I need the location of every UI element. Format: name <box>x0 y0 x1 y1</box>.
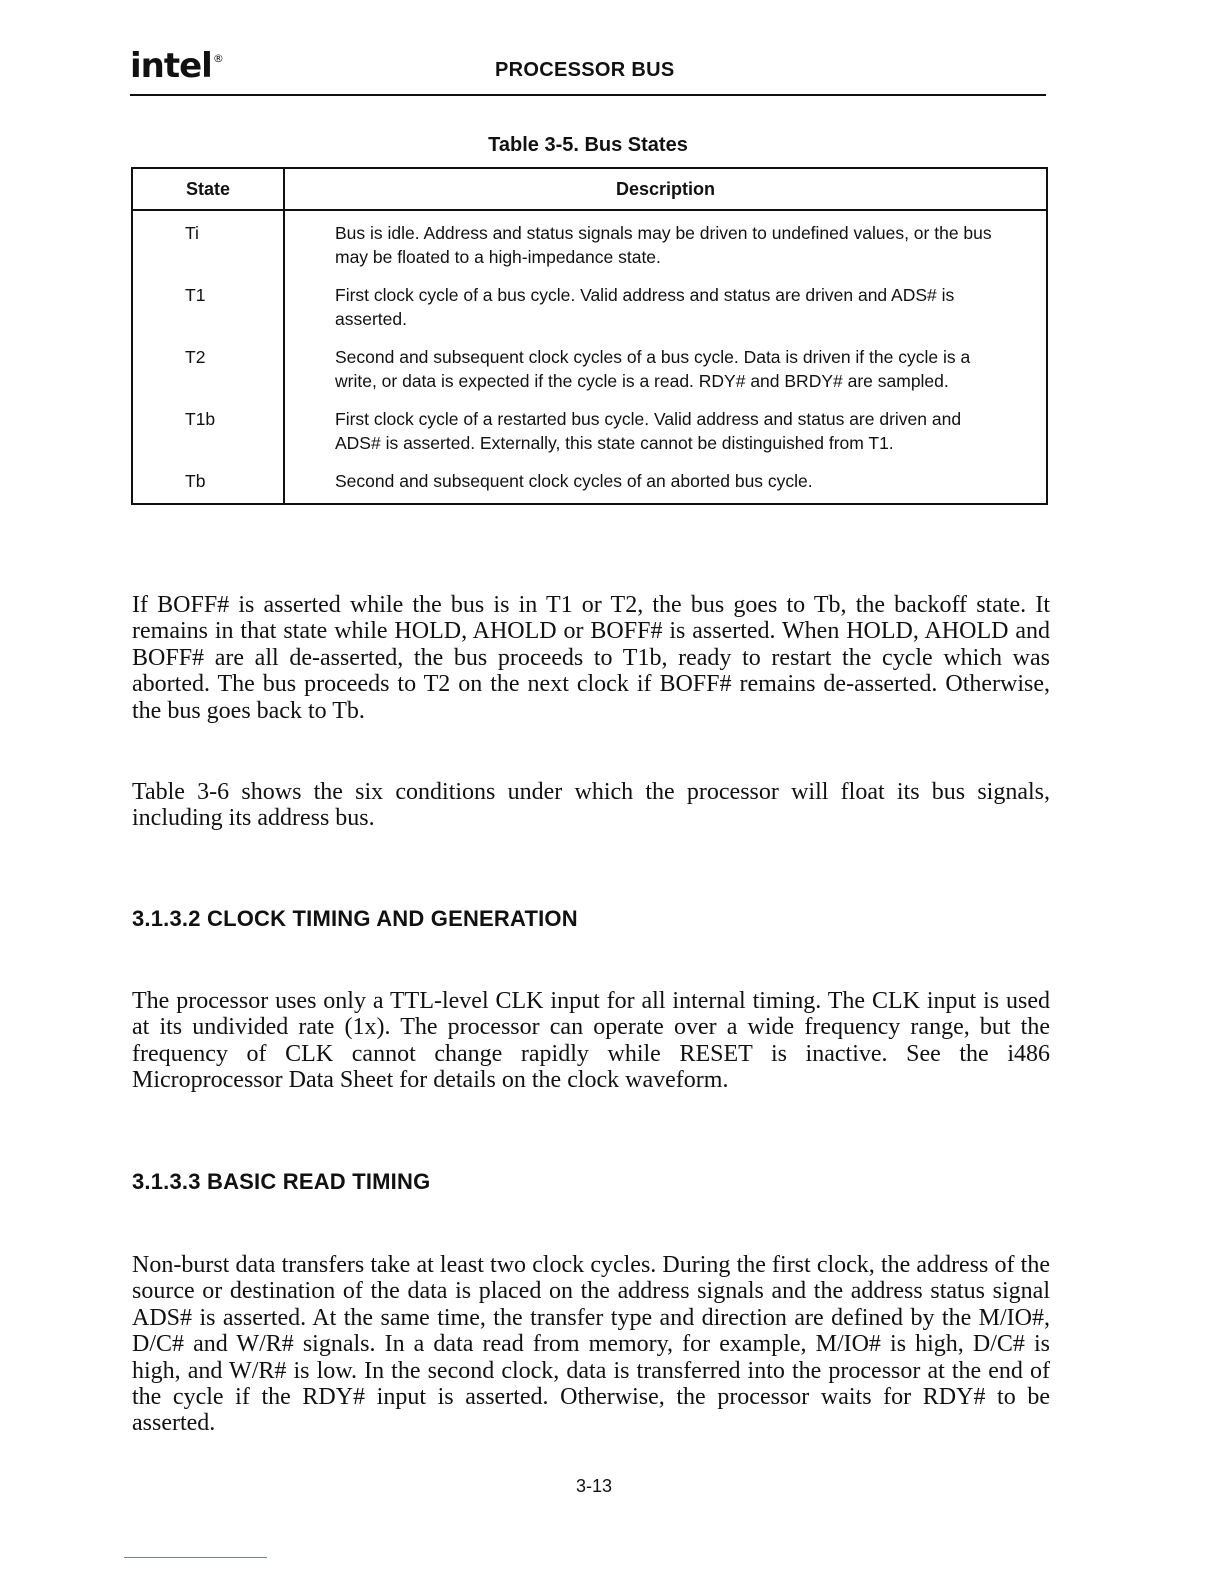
paragraph-table-3-6: Table 3-6 shows the six conditions under which the processor will float its bus signals, including its address bus. <box>132 779 1050 832</box>
description-cell: First clock cycle of a restarted bus cycle. Valid address and status are driven and ADS# is asserted. Externally, this state cannot be distinguished from T1. <box>335 409 962 453</box>
page-header <box>130 44 1046 96</box>
section-heading-clock: 3.1.3.2 CLOCK TIMING AND GENERATION <box>132 906 578 931</box>
paragraph-read: Non-burst data transfers take at least two clock cycles. During the first clock, the address of the source or destination of the data is placed on the address signals and the address status signal ADS# is asserted. At the same time, the transfer type and direction are defined by the M/IO#, D/C# and W/R# signals. In a data read from memory, for example, M/IO# is high, D/C# is high, and W/R# is low. In the second clock, data is transferred into the processor at the end of the cycle if the RDY# input is asserted. Otherwise, the processor waits for RDY# to be asserted. <box>132 1252 1050 1437</box>
state-cell: Tb <box>132 455 284 504</box>
column-header-state: State <box>132 168 284 210</box>
footer-line <box>124 1557 267 1558</box>
column-header-description: Description <box>284 168 1047 210</box>
running-title: PROCESSOR BUS <box>495 59 675 81</box>
table-caption: Table 3-5. Bus States <box>488 134 688 156</box>
intel-logo: intel® <box>130 46 223 86</box>
section-heading-read: 3.1.3.3 BASIC READ TIMING <box>132 1169 431 1194</box>
bus-states-table <box>131 167 1048 505</box>
state-cell: T2 <box>132 331 284 393</box>
page-number: 3-13 <box>575 1476 613 1496</box>
description-cell: Bus is idle. Address and status signals may be driven to undefined values, or the bus may be floated to a high-impedance state. <box>335 223 992 267</box>
table-row <box>132 455 1047 504</box>
state-cell: T1b <box>132 393 284 455</box>
table-row <box>132 393 1047 455</box>
table-row <box>132 331 1047 393</box>
description-cell: First clock cycle of a bus cycle. Valid address and status are driven and ADS# is asserted. <box>335 285 955 329</box>
header-rule <box>130 94 1046 96</box>
state-cell: Ti <box>132 210 284 269</box>
state-cell: T1 <box>132 269 284 331</box>
description-cell: Second and subsequent clock cycles of a bus cycle. Data is driven if the cycle is a write, or data is expected if the cycle is a read. RDY# and BRDY# are sampled. <box>335 347 971 391</box>
table-row <box>132 269 1047 331</box>
paragraph-boff: If BOFF# is asserted while the bus is in T1 or T2, the bus goes to Tb, the backoff state. It remains in that state while HOLD, AHOLD or BOFF# is asserted. When HOLD, AHOLD and BOFF# are all de-asserted, the bus proceeds to T1b, ready to restart the cycle which was aborted. The bus proceeds to T2 on the next clock if BOFF# remains de-asserted. Otherwise, the bus goes back to Tb. <box>132 592 1050 724</box>
description-cell: Second and subsequent clock cycles of an aborted bus cycle. <box>335 471 813 491</box>
table-row <box>132 210 1047 269</box>
table-header-row <box>132 168 1047 210</box>
paragraph-clock: The processor uses only a TTL-level CLK input for all internal timing. The CLK input is used at its undivided rate (1x). The processor can operate over a wide frequency range, but the frequency of CLK cannot change rapidly while RESET is inactive. See the i486 Microprocessor Data Sheet for details on the clock waveform. <box>132 988 1050 1094</box>
